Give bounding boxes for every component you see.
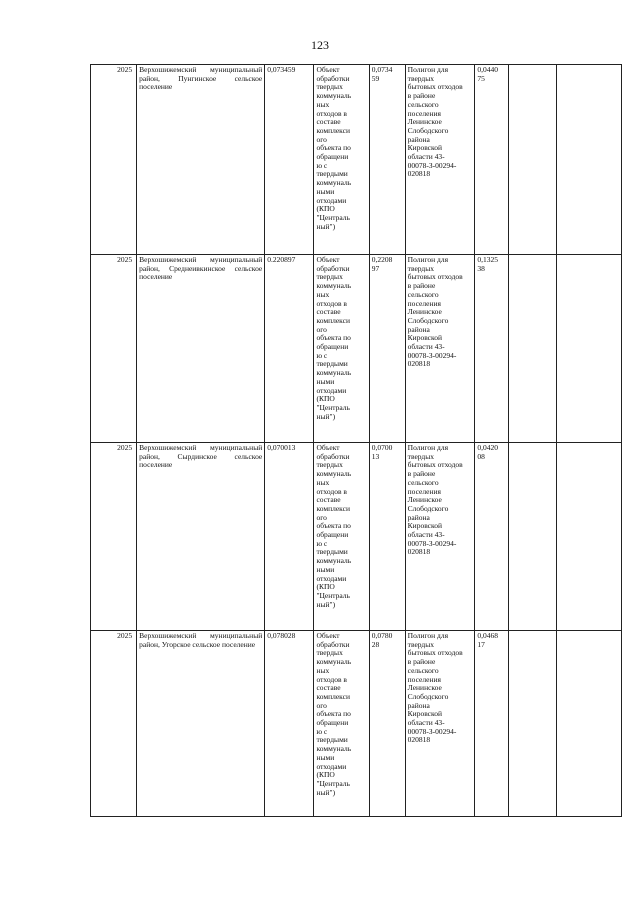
disposed-volume-cell: 0,0420 08 <box>475 443 509 631</box>
empty-cell <box>557 443 622 631</box>
table-row <box>91 443 622 631</box>
year-cell: 2025 <box>91 443 137 631</box>
disposed-volume-cell: 0,0440 75 <box>475 65 509 255</box>
table-row <box>91 255 622 443</box>
table-row <box>91 631 622 817</box>
object-cell: Объект обработки твердых коммуналь ных отходов в составе комплекси ого объекта по обращени ю с твердыми коммуналь ными отходами (КПО "Централь ный") <box>314 255 369 443</box>
year-cell: 2025 <box>91 255 137 443</box>
processed-volume-cell: 0,0734 59 <box>369 65 405 255</box>
volume-cell: 0.220897 <box>265 255 314 443</box>
disposed-volume-cell: 0,1325 38 <box>475 255 509 443</box>
volume-cell: 0,070013 <box>265 443 314 631</box>
empty-cell <box>509 65 557 255</box>
object-cell: Объект обработки твердых коммуналь ных отходов в составе комплекси ого объекта по обращени ю с твердыми коммуналь ными отходами (КПО "Централь ный") <box>314 631 369 817</box>
processed-volume-cell: 0,0700 13 <box>369 443 405 631</box>
empty-cell <box>557 255 622 443</box>
volume-cell: 0,078028 <box>265 631 314 817</box>
page-number: 123 <box>311 38 329 52</box>
area-cell: Верхошижемский муниципальный район, Угорское сельское поселение <box>137 631 265 817</box>
volume-cell: 0,073459 <box>265 65 314 255</box>
destination-cell: Полигон для твердых бытовых отходов в районе сельского поселения Ленинское Слободского района Кировской области 43- 00078-З-00294- 020818 <box>405 255 475 443</box>
object-cell: Объект обработки твердых коммуналь ных отходов в составе комплекси ого объекта по обращени ю с твердыми коммуналь ными отходами (КПО "Централь ный") <box>314 65 369 255</box>
area-cell: Верхошижемский муниципальный район, Среднеивкинское сельское поселение <box>137 255 265 443</box>
object-cell: Объект обработки твердых коммуналь ных отходов в составе комплекси ого объекта по обращени ю с твердыми коммуналь ными отходами (КПО "Централь ный") <box>314 443 369 631</box>
empty-cell <box>557 65 622 255</box>
destination-cell: Полигон для твердых бытовых отходов в районе сельского поселения Ленинское Слободского района Кировской области 43- 00078-З-00294- 020818 <box>405 631 475 817</box>
year-cell: 2025 <box>91 631 137 817</box>
year-cell: 2025 <box>91 65 137 255</box>
processed-volume-cell: 0,0780 28 <box>369 631 405 817</box>
disposed-volume-cell: 0,0468 17 <box>475 631 509 817</box>
area-cell: Верхошижемский муниципальный район, Пунгинское сельское поселение <box>137 65 265 255</box>
waste-flow-table <box>90 64 622 817</box>
destination-cell: Полигон для твердых бытовых отходов в районе сельского поселения Ленинское Слободского района Кировской области 43- 00078-З-00294- 020818 <box>405 65 475 255</box>
empty-cell <box>557 631 622 817</box>
processed-volume-cell: 0,2208 97 <box>369 255 405 443</box>
empty-cell <box>509 255 557 443</box>
area-cell: Верхошижемский муниципальный район, Сырдинское сельское поселение <box>137 443 265 631</box>
destination-cell: Полигон для твердых бытовых отходов в районе сельского поселения Ленинское Слободского района Кировской области 43- 00078-З-00294- 020818 <box>405 443 475 631</box>
table-row <box>91 65 622 255</box>
empty-cell <box>509 631 557 817</box>
empty-cell <box>509 443 557 631</box>
